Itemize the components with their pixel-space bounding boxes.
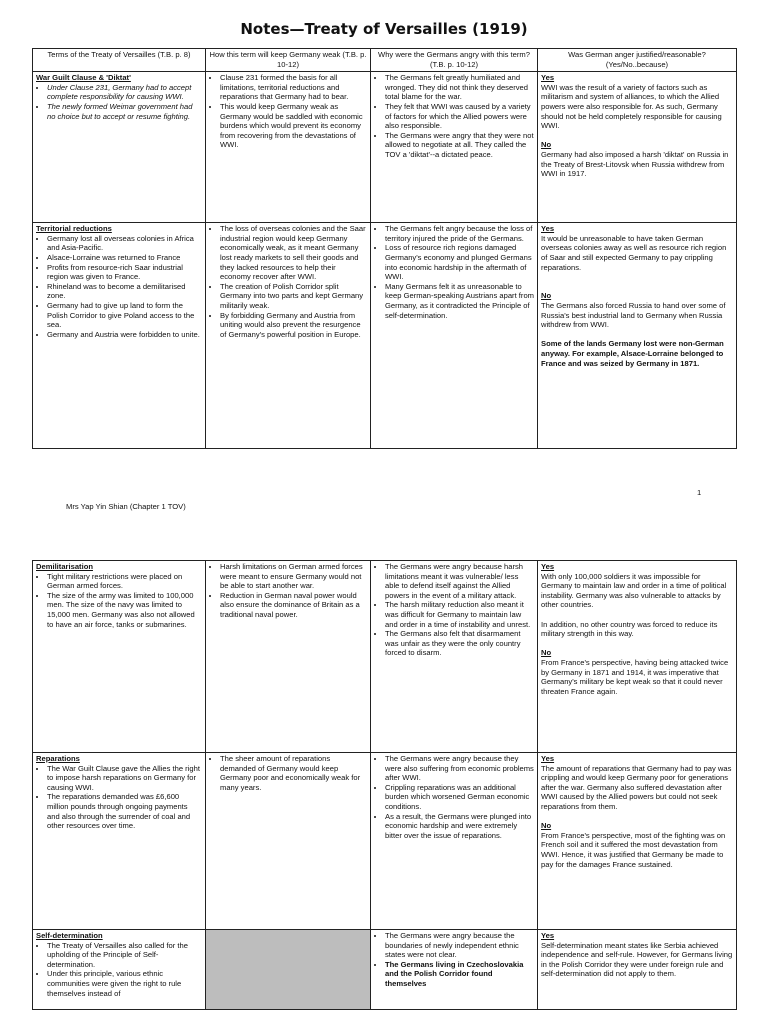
list-item: • The Germans were angry that they were not allowed to negotiate at all. They called the TOV a 'diktat'--a dictated peace. (385, 131, 534, 160)
header-terms: Terms of the Treaty of Versailles (T.B. p. 8) (33, 49, 206, 72)
page-title: Notes—Treaty of Versailles (1919) (240, 20, 528, 38)
yes-label: Yes (541, 224, 555, 234)
yes-label: Yes (541, 73, 555, 83)
yes-text: The amount of reparations that Germany had to pay was crippling and would keep Germany poor for generations after the war. (541, 763, 732, 792)
list-item: • Germany lost all overseas colonies in Africa and Asia-Pacific. (47, 234, 202, 253)
list-item: • Under this principle, various ethnic communities were given the right to rule themselves instead of (47, 969, 202, 998)
notes-table-page-1 (32, 48, 737, 449)
list-item: • By forbidding Germany and Austria from uniting would also prevent the resurgence of Germany's powerful position in Europe. (220, 311, 367, 340)
yes-label: Yes (541, 754, 555, 763)
angry-cell (371, 753, 538, 930)
angry-cell (371, 72, 538, 223)
yes-text-2: Germany also suffered devastation after WWI caused by the Allied powers but could not seek reparations from them. (541, 782, 722, 811)
list-item: • The reparations demanded was £6,600 million pounds through ongoing payments and also through the surrender of coal and other resources over time. (47, 792, 202, 830)
table-row (33, 753, 737, 930)
list-item: • The loss of overseas colonies and the Saar industrial region would keep Germany economically weak, as it meant Germany lost ready markets to sell their goods and they lacked resources to help their economy recover after WWI. (220, 224, 367, 282)
list-item: • Many Germans felt it as unreasonable to keep German-speaking Austrians apart from Germany, as it contradicted the Principle of self-determination. (385, 282, 534, 320)
list-item: • The Germans living in Czechoslovakia and the Polish Corridor found themselves (385, 960, 534, 989)
weak-cell (206, 223, 371, 449)
weak-cell (206, 72, 371, 223)
list-item: • The newly formed Weimar government had no choice but to accept or resume fighting. (47, 102, 202, 121)
term-title: Self-determination (36, 931, 103, 940)
list-item: • Reduction in German naval power would also ensure the dominance of Britain as a traditional naval power. (220, 591, 367, 620)
list-item: • Crippling reparations was an additional burden which worsened German economic conditions. (385, 783, 534, 812)
term-title: Territorial reductions (36, 224, 112, 234)
terms-cell (33, 561, 206, 753)
angry-cell (371, 561, 538, 753)
table-row (33, 72, 737, 223)
list-item: • The Germans were angry because the boundaries of newly independent ethnic states were not clear. (385, 931, 534, 960)
term-title: Reparations (36, 754, 80, 763)
header-weak: How this term will keep Germany weak (T.B. p. 10-12) (206, 49, 371, 72)
list-item: • Under Clause 231, Germany had to accept complete responsibility for causing WWI. (47, 83, 202, 102)
list-item: • Harsh limitations on German armed forces were meant to ensure Germany would not be able to start another war. (220, 562, 367, 591)
justified-cell (538, 753, 737, 930)
header-justified: Was German anger justified/reasonable? (Yes/No..because) (538, 49, 737, 72)
list-item: • This would keep Germany weak as Germany would be saddled with economic burdens which would prevent its economy from recovering from the devastations of WWI. (220, 102, 367, 150)
terms-cell (33, 223, 206, 449)
list-item: • The sheer amount of reparations demanded of Germany would keep Germany poor and economically weak for many years. (220, 754, 367, 792)
yes-label: Yes (541, 931, 555, 940)
footer-author: Mrs Yap Yin Shian (Chapter 1 TOV) (66, 502, 186, 511)
list-item: • The Treaty of Versailles also called for the upholding of the Principle of Self-determination. (47, 941, 202, 970)
yes-text: It would be unreasonable to have taken German overseas colonies away as well as resource rich region of Saar and still expected Germany to pay crippling reparations. (541, 233, 727, 272)
list-item: • The Germans were angry because harsh limitations meant it was vulnerable/ less able to defend itself against the Allied powers in the event of a military attack. (385, 562, 534, 600)
yes-text: With only 100,000 soldiers it was impossible for Germany to maintain law and order in a time of political instability. Germany was also vulnerable to attacks by other countries. (541, 571, 727, 610)
terms-cell (33, 72, 206, 223)
terms-cell (33, 930, 206, 1010)
yes-text: Self-determination meant states like Serbia achieved independence and self-rule. However, for Germans living in the Polish Corridor they were under foreign rule and self-determination did not apply to them. (541, 940, 733, 979)
yes-text: WWI was the result of a variety of factors such as militarism and system of alliances, to which the Allied powers were also responsible for. As such, Germany should not be held completely responsible for causing WWI. (541, 82, 722, 131)
no-label: No (541, 140, 552, 150)
table-header-row (33, 49, 737, 72)
list-item: • The Germans felt greatly humiliated and wronged. They did not think they deserved total blame for the war. (385, 73, 534, 102)
list-item: • Germany had to give up land to form the Polish Corridor to give Poland access to the sea. (47, 301, 202, 330)
list-item: • The Germans also felt that disarmament was unfair as they were the only country forced to disarm. (385, 629, 534, 658)
list-item: • The creation of Polish Corridor split Germany into two parts and kept Germany militarily weak. (220, 282, 367, 311)
list-item: • Clause 231 formed the basis for all limitations, territorial reductions and reparations that Germany had to bear. (220, 73, 367, 102)
term-title: War Guilt Clause & 'Diktat' (36, 73, 131, 83)
justified-cell (538, 223, 737, 449)
list-item: • Rhineland was to become a demilitarised zone. (47, 282, 202, 301)
list-item: • As a result, the Germans were plunged into economic hardship and were extremely bitter over the issue of reparations. (385, 812, 534, 841)
no-label: No (541, 821, 552, 831)
list-item: • The size of the army was limited to 100,000 men. The size of the navy was limited to 15,000 men. Germany was also not allowed to have an air force, tanks or submarines. (47, 591, 202, 629)
table-row (33, 223, 737, 449)
page-number: 1 (697, 488, 702, 497)
list-item: • The Germans were angry because they were also suffering from economic problems after WWI. (385, 754, 534, 783)
list-item: • Germany and Austria were forbidden to unite. (47, 330, 202, 340)
angry-cell (371, 223, 538, 449)
list-item: • Tight military restrictions were placed on German armed forces. (47, 572, 202, 591)
list-item: • Alsace-Lorraine was returned to France (47, 253, 202, 263)
weak-cell-empty (206, 930, 371, 1010)
list-item: • Loss of resource rich regions damaged Germany's economy and plunged Germans into economic hardship in the aftermath of WWI. (385, 243, 534, 281)
justified-cell (538, 561, 737, 753)
extra-text: Some of the lands Germany lost were non-German anyway. For example, Alsace-Lorraine belonged to France and was seized by Germany in 1871. (541, 339, 724, 368)
table-row (33, 561, 737, 753)
terms-cell (33, 753, 206, 930)
justified-cell (538, 72, 737, 223)
list-item: • The harsh military reduction also meant it was difficult for Germany to maintain law and order in a time of instability and unrest. (385, 600, 534, 629)
no-text: From France's perspective, having being attacked twice by Germany in 1871 and 1914, it was imperative that Germany's military be kept weak so that it could never threaten France again. (541, 657, 729, 696)
no-label: No (541, 648, 552, 658)
list-item: • The Germans felt angry because the loss of territory injured the pride of the Germans. (385, 224, 534, 243)
header-angry: Why were the Germans angry with this term? (T.B. p. 10-12) (371, 49, 538, 72)
list-item: • Profits from resource-rich Saar industrial region was given to France. (47, 263, 202, 282)
no-text: The Germans also forced Russia to hand over some of Russia's best industrial land to Germany when Russia withdrew from WWI. (541, 300, 726, 330)
notes-table-page-2 (32, 560, 737, 1010)
term-title: Demilitarisation (36, 562, 93, 571)
list-item: • The War Guilt Clause gave the Allies the right to impose harsh reparations on Germany for causing WWI. (47, 764, 202, 793)
yes-text-2: In addition, no other country was forced to reduce its military strength in this way. (541, 619, 718, 639)
angry-cell (371, 930, 538, 1010)
yes-label: Yes (541, 562, 555, 571)
weak-cell (206, 561, 371, 753)
table-row (33, 930, 737, 1010)
list-item: • They felt that WWI was caused by a variety of factors for which the Allied powers were also responsible. (385, 102, 534, 131)
justified-cell (538, 930, 737, 1010)
weak-cell (206, 753, 371, 930)
no-text: From France's perspective, most of the fighting was on French soil and it suffered the most devastation from WWI. Hence, it was justified that Germany be made to pay for the damages France sustained. (541, 830, 726, 869)
no-text: Germany had also imposed a harsh 'diktat' on Russia in the Treaty of Brest-Litovsk when Russia withdrew from WWI in 1917. (541, 149, 729, 179)
no-label: No (541, 291, 552, 301)
